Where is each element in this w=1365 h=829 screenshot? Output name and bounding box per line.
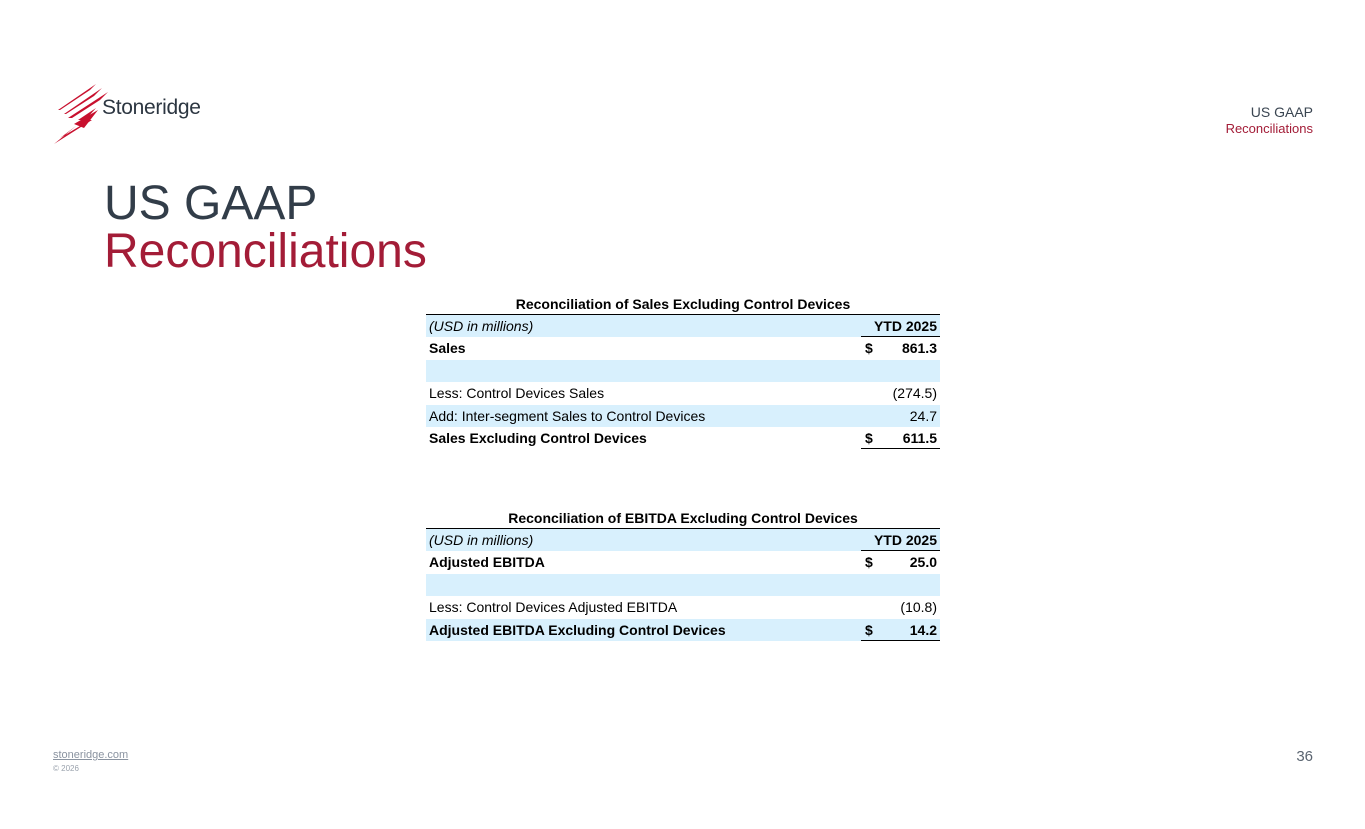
- ebitda-reconciliation-table: [426, 508, 940, 641]
- table-row: Sales $ 861.3: [429, 340, 937, 357]
- page-title-line1: US GAAP: [104, 177, 318, 230]
- table-title: Reconciliation of Sales Excluding Control Devices: [426, 294, 940, 315]
- page-title-line2: Reconciliations: [104, 225, 427, 278]
- column-header: YTD 2025: [873, 318, 937, 334]
- section-header: [1226, 104, 1313, 136]
- sales-reconciliation-table: [426, 294, 940, 449]
- table-header-row: [426, 529, 940, 551]
- website-link[interactable]: stoneridge.com: [53, 749, 129, 761]
- table-row-spacer: [426, 360, 940, 382]
- table-header-row: [426, 315, 940, 337]
- section-header-title: US GAAP: [1250, 104, 1313, 120]
- table-row: Add: Inter-segment Sales to Control Devices 24.7: [426, 405, 940, 427]
- column-header: YTD 2025: [873, 532, 937, 548]
- table-row: Less: Control Devices Sales (274.5): [429, 385, 937, 402]
- table-total-row: Adjusted EBITDA Excluding Control Devices $ 14.2: [426, 619, 940, 641]
- section-header-subtitle: Reconciliations: [1225, 120, 1313, 136]
- table-title: Reconciliation of EBITDA Excluding Control Devices: [426, 508, 940, 529]
- page-title: [104, 177, 427, 278]
- table-row: Less: Control Devices Adjusted EBITDA (10.8): [429, 599, 937, 616]
- copyright: © 2026: [53, 764, 79, 773]
- table-row: Adjusted EBITDA $ 25.0: [429, 554, 937, 571]
- table-total-row: Sales Excluding Control Devices $ 611.5: [426, 427, 940, 449]
- table-row-spacer: [426, 574, 940, 596]
- units-label: (USD in millions): [429, 532, 534, 548]
- page-number: 36: [1296, 748, 1313, 765]
- logo-wordmark: Stoneridge: [102, 96, 201, 119]
- units-label: (USD in millions): [429, 318, 534, 334]
